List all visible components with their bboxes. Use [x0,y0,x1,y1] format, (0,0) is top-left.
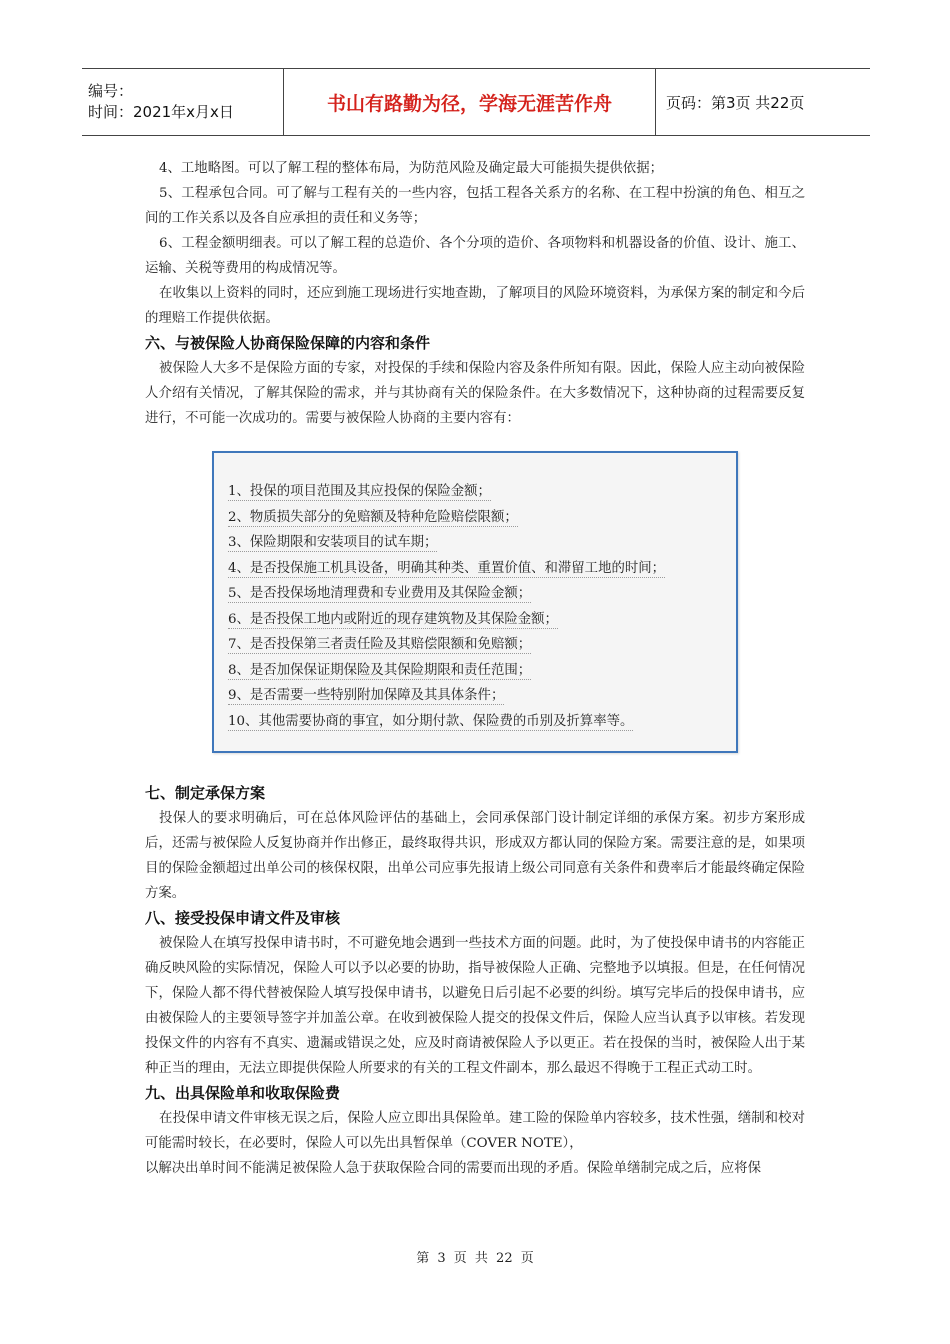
list-item: 3、保险期限和安装项目的试车期； [228,535,438,550]
paragraph: 在收集以上资料的同时，还应到施工现场进行实地查勘，了解项目的风险环境资料，为承保方案的制定和今后的理赔工作提供依据。 [145,286,805,326]
doc-code-label: 编号： [88,82,134,100]
page-footer: 第 3 页 共 22 页 [416,1251,534,1266]
list-item: 2、物质损失部分的免赔额及特种危险赔偿限额； [228,509,518,525]
header-meta [82,69,284,135]
paragraph: 在投保申请文件审核无误之后，保险人应立即出具保险单。建工险的保险单内容较多，技术性强，缮制和校对可能需时较长，在必要时，保险人可以先出具暂保单（COVER NOTE）， [145,1111,805,1151]
paragraph: 投保人的要求明确后，可在总体风险评估的基础上，会同承保部门设计制定详细的承保方案。初步方案形成后，还需与被保险人反复协商并作出修正，最终取得共识，形成双方都认同的保险方案。需要注意的是，如果项目的保险金额超过出单公司的核保权限，出单公司应事先报请上级公司同意有关条件和费率后才能最终确定保险方案。 [145,811,805,901]
paragraph: 被保险人在填写投保申请书时，不可避免地会遇到一些技术方面的问题。此时，为了使投保申请书的内容能正确反映风险的实际情况，保险人可以予以必要的协助，指导被保险人正确、完整地予以填报。但是，在任何情况下，保险人都不得代替被保险人填写投保申请书，以避免日后引起不必要的纠纷。填写完毕后的投保申请书，应由被保险人的主要领导签字并加盖公章。在收到被保险人提交的投保文件后，保险人应当认真予以审核。若发现投保文件的内容有不真实、遗漏或错误之处，应及时商请被保险人予以更正。若在投保的当时，被保险人出于某种正当的理由，无法立即提供保险人所要求的有关的工程文件副本，那么最迟不得晚于工程正式动工时。 [145,936,805,1076]
header-motto: 书山有路勤为径，学海无涯苦作舟 [284,69,656,135]
list-item: 1、投保的项目范围及其应投保的保险金额； [228,484,491,499]
paragraph: 6、工程金额明细表。可以了解工程的总造价、各个分项的造价、各项物料和机器设备的价值、设计、施工、运输、关税等费用的构成情况等。 [145,236,805,276]
list-item: 5、是否投保场地清理费和专业费用及其保险金额； [228,586,532,601]
list-item: 10、其他需要协商的事宜，如分期付款、保险费的币别及折算率等。 [228,713,634,729]
page-header [82,68,870,136]
section-heading-9: 九、出具保险单和收取保险费 [145,1084,341,1102]
negotiation-items-box [212,451,738,753]
header-page-info: 页码：第3页 共22页 [666,93,805,112]
paragraph: 以解决出单时间不能满足被保险人急于获取保险合同的需要而出现的矛盾。保险单缮制完成之后，应将保 [145,1161,761,1176]
list-item: 6、是否投保工地内或附近的现存建筑物及其保险金额； [228,611,558,627]
section-heading-7: 七、制定承保方案 [145,784,266,802]
doc-date: 时间：2021年x月x日 [88,103,234,121]
document-body [145,156,805,1181]
paragraph: 5、工程承包合同。可了解与工程有关的一些内容，包括工程各关系方的名称、在工程中扮演的角色、相互之间的工作关系以及各自应承担的责任和义务等； [145,186,805,226]
paragraph: 4、工地略图。可以了解工程的整体布局，为防范风险及确定最大可能损失提供依据； [159,161,663,176]
list-item: 7、是否投保第三者责任险及其赔偿限额和免赔额； [228,637,532,652]
section-heading-8: 八、接受投保申请文件及审核 [145,909,341,927]
paragraph: 被保险人大多不是保险方面的专家，对投保的手续和保险内容及条件所知有限。因此，保险人应主动向被保险人介绍有关情况，了解其保险的需求，并与其协商有关的保险条件。在大多数情况下，这种协商的过程需要反复进行，不可能一次成功的。需要与被保险人协商的主要内容有： [145,361,805,426]
list-item: 9、是否需要一些特别附加保障及其具体条件； [228,688,505,703]
list-item: 4、是否投保施工机具设备，明确其种类、重置价值、和滞留工地的时间； [228,560,666,576]
list-item: 8、是否加保保证期保险及其保险期限和责任范围； [228,662,532,678]
section-heading-6: 六、与被保险人协商保险保障的内容和条件 [145,334,431,352]
